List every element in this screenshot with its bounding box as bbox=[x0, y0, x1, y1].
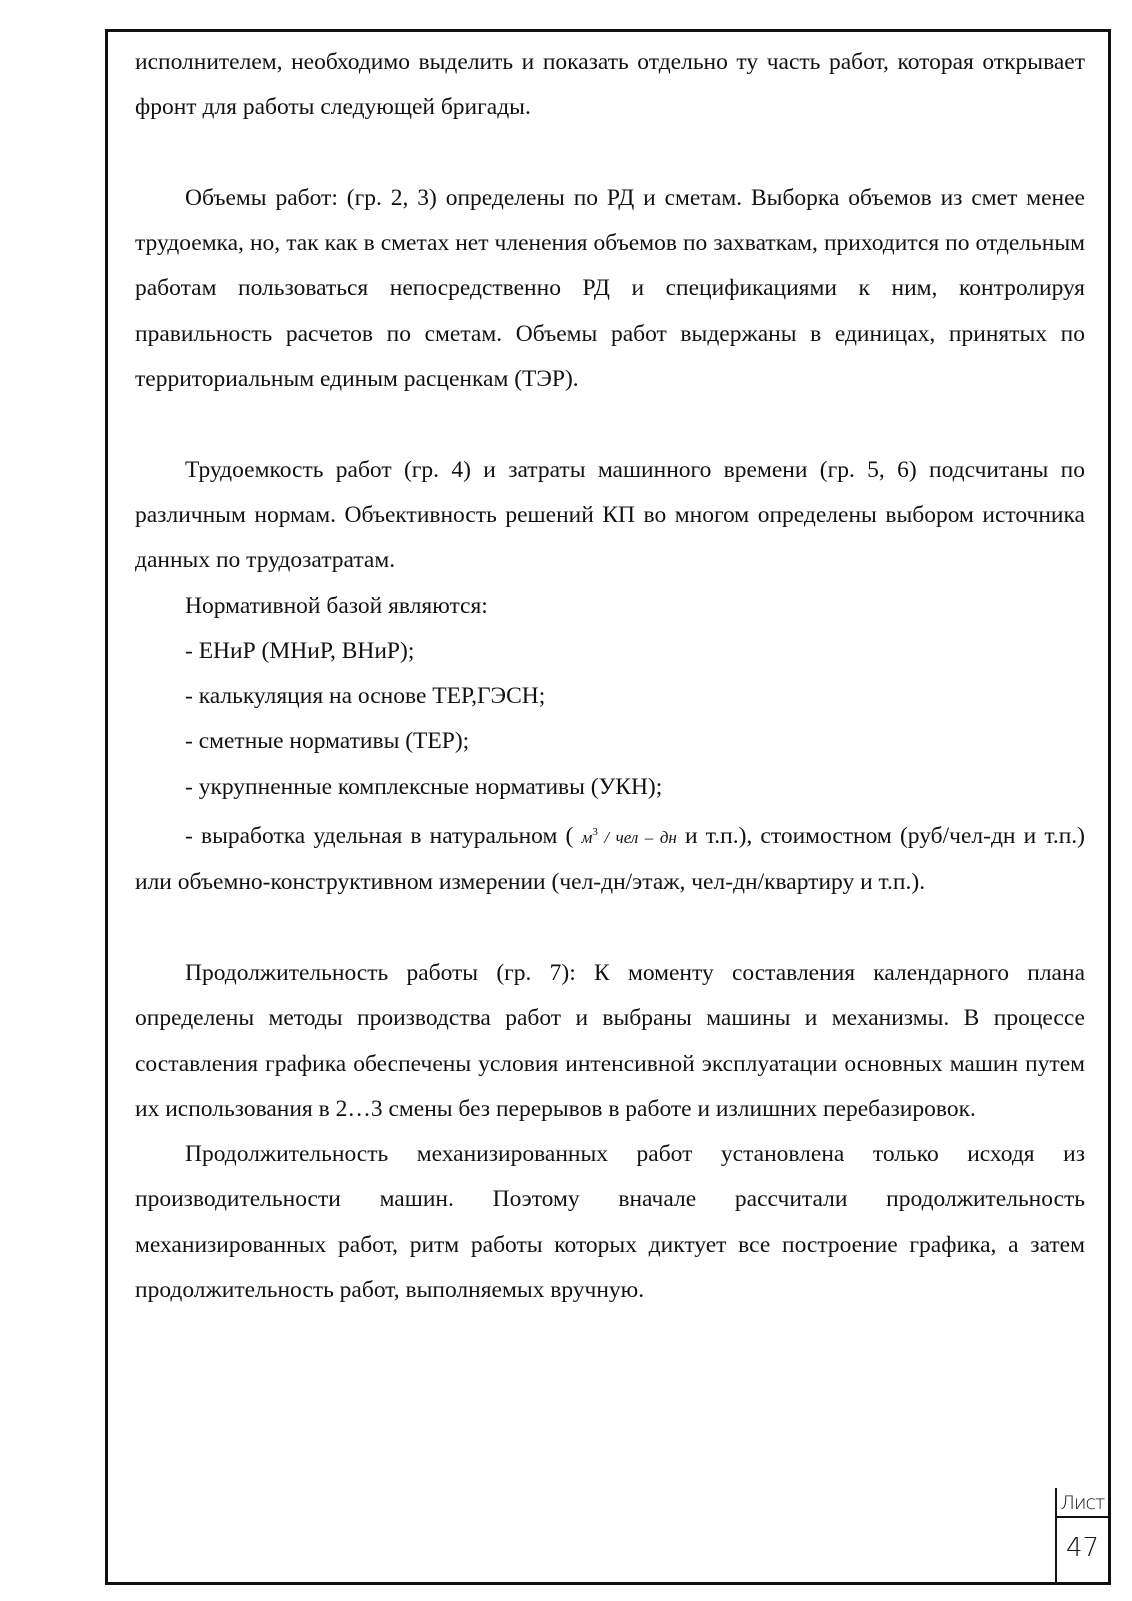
paragraph-gap bbox=[135, 131, 1085, 176]
sheet-label: Лист bbox=[1057, 1488, 1108, 1518]
unit-formula-base: м bbox=[581, 828, 593, 848]
unit-formula bbox=[582, 828, 677, 847]
list-item-output-after: и т.п.), стоимостном (руб/чел-дн и т.п.) или объемно-конструктивном измерении (чел-дн/этаж, чел-дн/квартиру и т.п.). bbox=[135, 823, 1086, 896]
unit-formula-exponent: 3 bbox=[592, 826, 598, 839]
sheet-stamp bbox=[1055, 1488, 1108, 1582]
document-body bbox=[135, 40, 1085, 1313]
paragraph-volumes: Объемы работ: (гр. 2, 3) определены по РД и сметам. Выборка объемов из смет менее трудоемка, но, так как в сметах нет членения объемов по захваткам, приходится по отдельным работам пользоваться непосредственно РД и спецификациями к ним, контролируя правильность расчетов по сметам. Объемы работ выдержаны в единицах, принятых по территориальным единым расценкам (ТЭР). bbox=[135, 184, 1085, 393]
paragraph-labor-intensity: Трудоемкость работ (гр. 4) и затраты машинного времени (гр. 5, 6) подсчитаны по различным нормам. Объективность решений КП во многом определены выбором источника данных по трудозатратам. bbox=[135, 456, 1085, 574]
list-item: - сметные нормативы (ТЕР); bbox=[185, 728, 470, 755]
paragraph-continuation: исполнителем, необходимо выделить и показать отдельно ту часть работ, которая открывает фронт для работы следующей бригады. bbox=[135, 49, 1085, 121]
list-item: - ЕНиР (МНиР, ВНиР); bbox=[185, 637, 415, 664]
list-item-output bbox=[135, 810, 1085, 906]
list-item: - укрупненные комплексные нормативы (УКН); bbox=[185, 773, 663, 800]
list-item: - калькуляция на основе ТЕР,ГЭСН; bbox=[185, 683, 546, 710]
list-item-output-before: - выработка удельная в натуральном ( bbox=[185, 823, 574, 850]
unit-formula-rest: / чел – дн bbox=[597, 828, 677, 848]
paragraph-duration: Продолжительность работы (гр. 7): К моменту составления календарного плана определены методы производства работ и выбраны машины и механизмы. В процессе составления графика обеспечены условия интенсивной эксплуатации основных машин путем их использования в 2…3 смены без перерывов в работе и излишних перебазировок. bbox=[135, 959, 1085, 1122]
paragraph-gap bbox=[135, 906, 1085, 951]
sheet-number: 47 bbox=[1065, 1533, 1100, 1563]
paragraph-gap bbox=[135, 402, 1085, 447]
paragraph-mechanized-duration: Продолжительность механизированных работ установлена только исходя из производительности машин. Поэтому вначале рассчитали продолжительность механизированных работ, ритм работы которых диктует все построение графика, а затем продолжительность работ, выполняемых вручную. bbox=[135, 1141, 1085, 1304]
paragraph-normative-base: Нормативной базой являются: bbox=[185, 592, 488, 619]
